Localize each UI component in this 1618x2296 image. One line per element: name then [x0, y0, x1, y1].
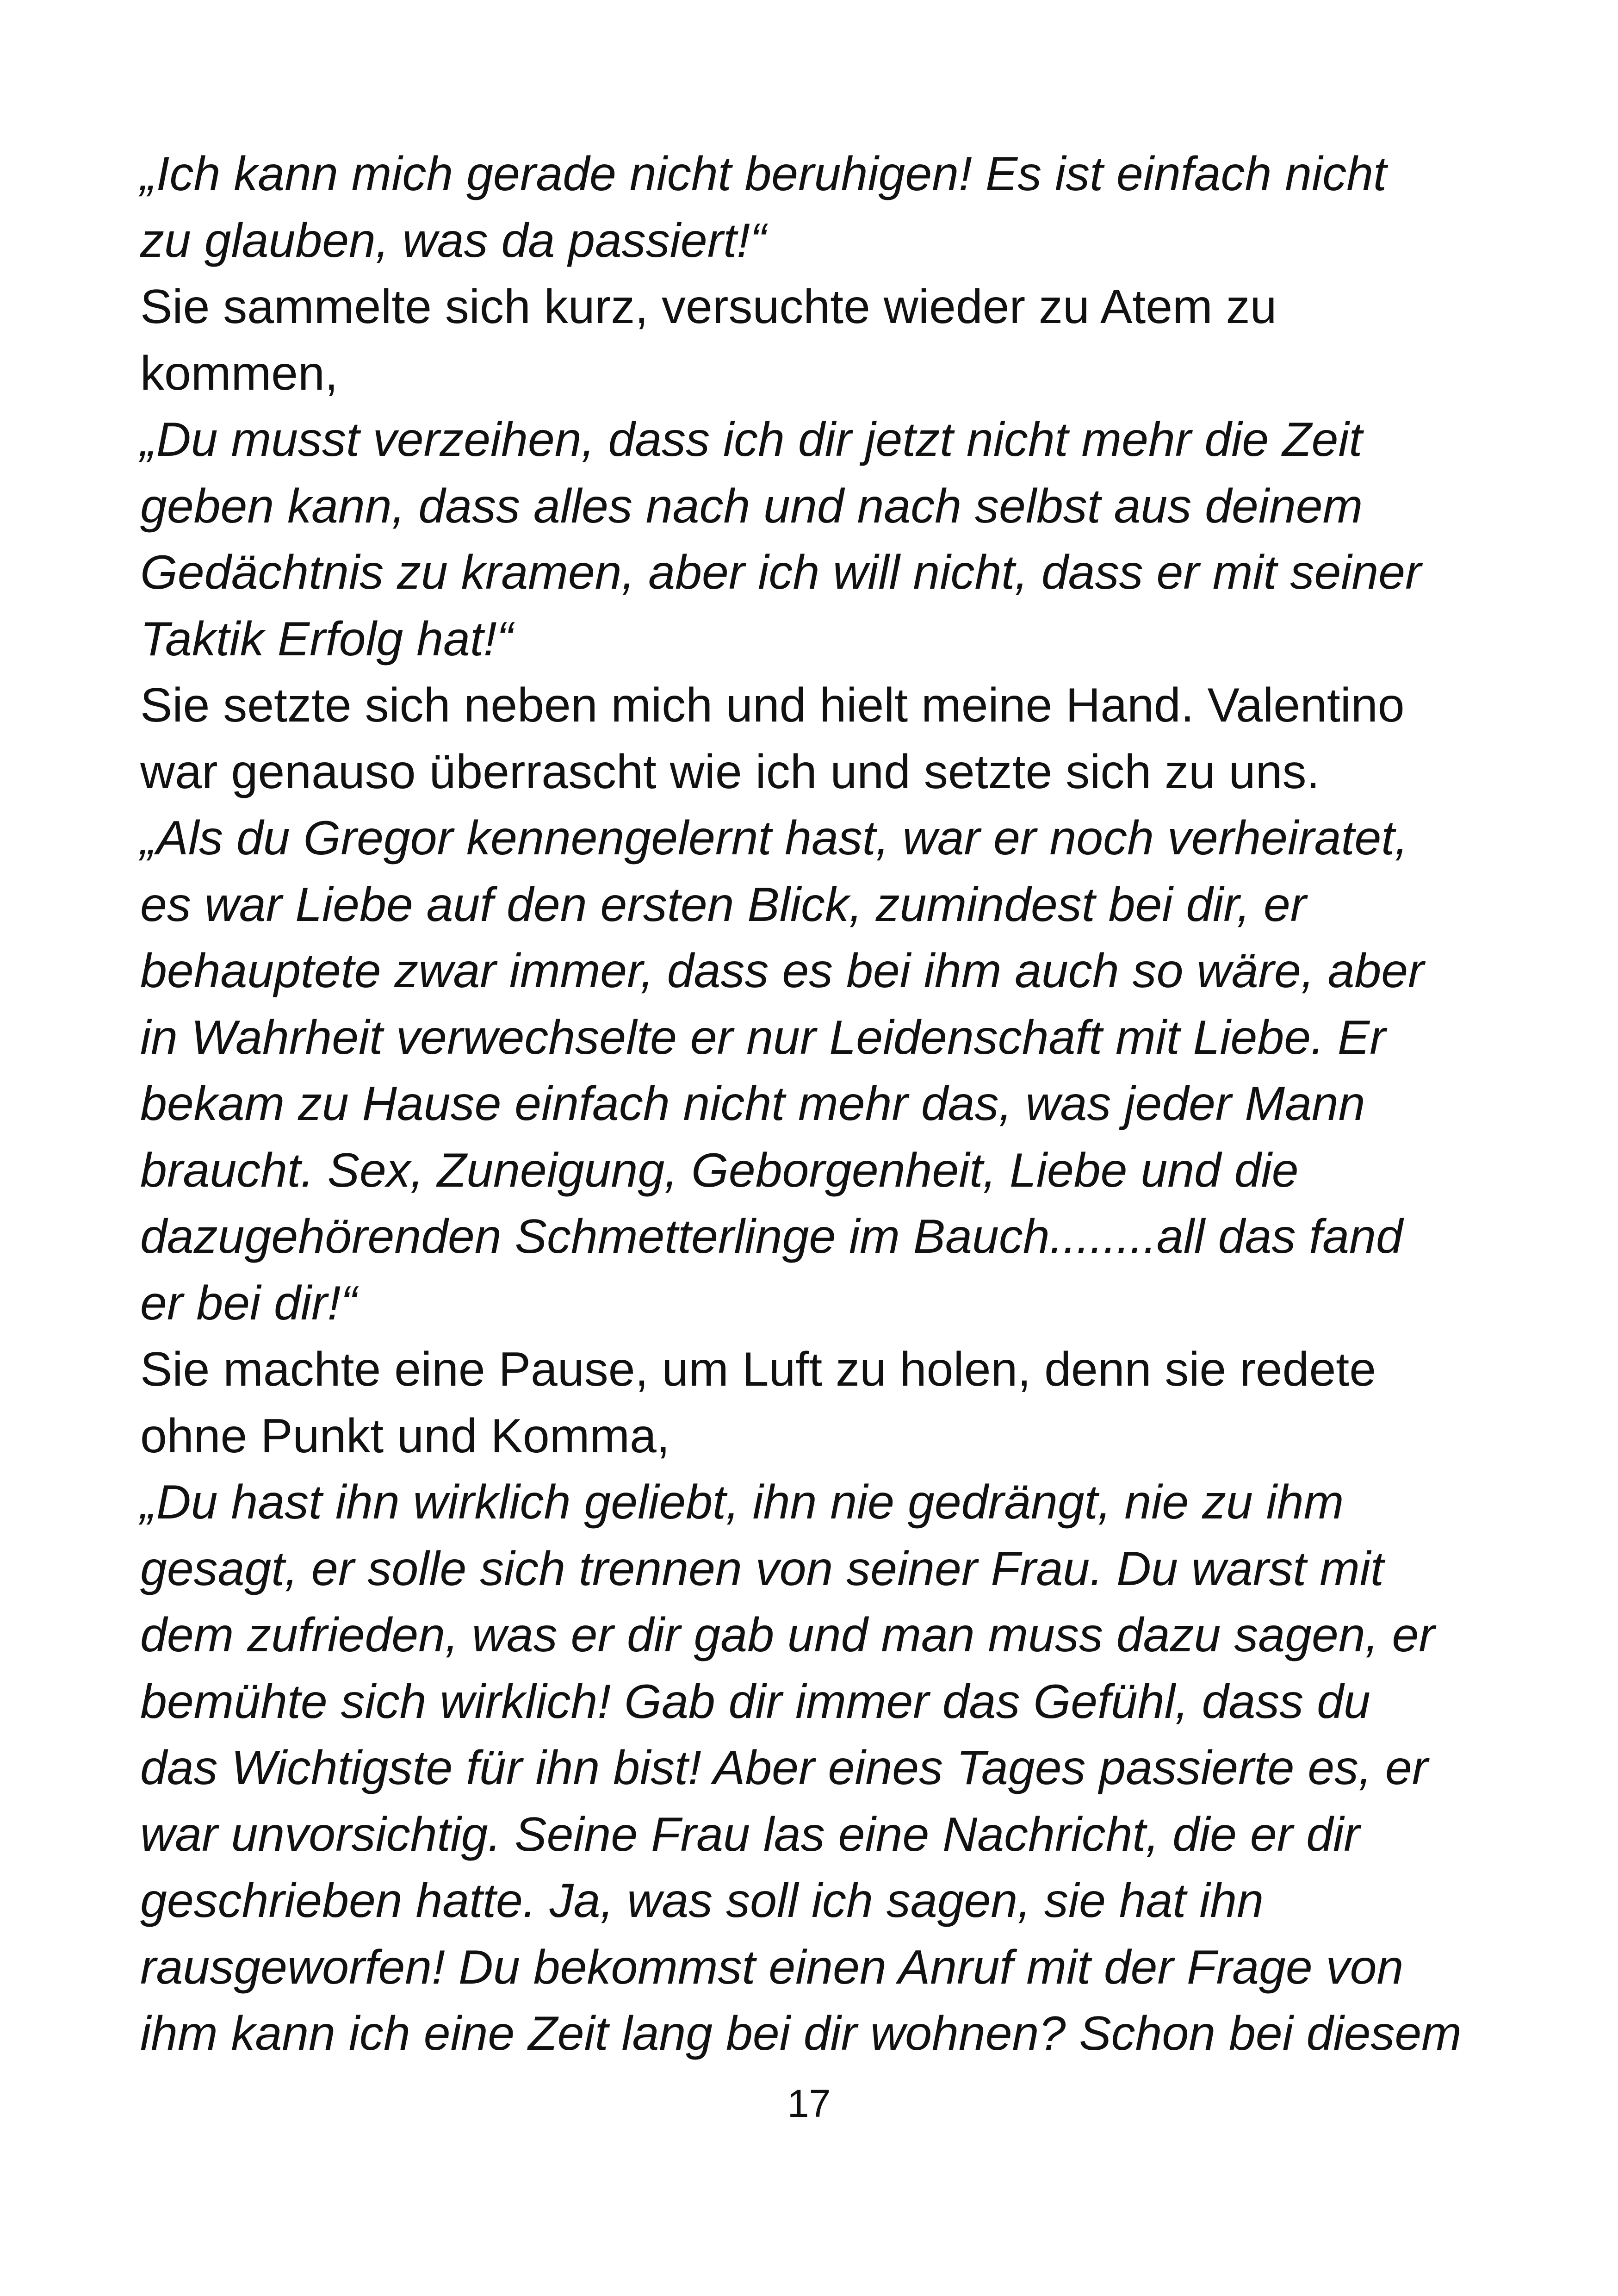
- text-line: braucht. Sex, Zuneigung, Geborgenheit, Liebe und die: [140, 1143, 1299, 1197]
- page-number: 17: [787, 2082, 831, 2125]
- text-line: Gedächtnis zu kramen, aber ich will nicht, dass er mit seiner: [140, 546, 1421, 599]
- text-line: dazugehörenden Schmetterlinge im Bauch........all das fand: [140, 1210, 1403, 1263]
- text-line: es war Liebe auf den ersten Blick, zumindest bei dir, er: [140, 877, 1307, 932]
- text-line: kommen,: [140, 346, 338, 400]
- text-line: geschrieben hatte. Ja, was soll ich sagen, sie hat ihn: [140, 1874, 1264, 1928]
- text-line: Sie machte eine Pause, um Luft zu holen, denn sie redete: [140, 1343, 1376, 1396]
- text-line: Taktik Erfolg hat!“: [140, 612, 513, 666]
- text-line: geben kann, dass alles nach und nach selbst aus deinem: [140, 479, 1363, 533]
- text-line: bemühte sich wirklich! Gab dir immer das Gefühl, dass du: [140, 1674, 1370, 1729]
- text-line: Sie setzte sich neben mich und hielt meine Hand. Valentino: [140, 678, 1405, 732]
- text-line: war unvorsichtig. Seine Frau las eine Nachricht, die er dir: [140, 1807, 1360, 1861]
- text-line: war genauso überrascht wie ich und setzte sich zu uns.: [140, 745, 1320, 799]
- text-line: „Als du Gregor kennengelernt hast, war er noch verheiratet,: [140, 811, 1408, 865]
- text-line: bekam zu Hause einfach nicht mehr das, was jeder Mann: [140, 1077, 1365, 1131]
- text-line: das Wichtigste für ihn bist! Aber eines Tages passierte es, er: [140, 1741, 1428, 1795]
- body-text: [140, 141, 1528, 2067]
- text-line: rausgeworfen! Du bekommst einen Anruf mit der Frage von: [140, 1940, 1404, 1994]
- text-line: dem zufrieden, was er dir gab und man muss dazu sagen, er: [140, 1608, 1435, 1662]
- text-line: ihm kann ich eine Zeit lang bei dir wohnen? Schon bei diesem: [140, 2007, 1462, 2060]
- text-line: er bei dir!“: [140, 1276, 357, 1330]
- text-line: ohne Punkt und Komma,: [140, 1409, 670, 1463]
- text-line: behauptete zwar immer, dass es bei ihm auch so wäre, aber: [140, 944, 1424, 998]
- text-line: in Wahrheit verwechselte er nur Leidenschaft mit Liebe. Er: [140, 1010, 1386, 1064]
- text-line: zu glauben, was da passiert!“: [140, 213, 766, 268]
- text-line: „Du hast ihn wirklich geliebt, ihn nie gedrängt, nie zu ihm: [140, 1475, 1344, 1529]
- text-line: „Du musst verzeihen, dass ich dir jetzt nicht mehr die Zeit: [140, 413, 1363, 467]
- text-line: gesagt, er solle sich trennen von seiner Frau. Du warst mit: [140, 1542, 1384, 1596]
- text-line: Sie sammelte sich kurz, versuchte wieder zu Atem zu: [140, 280, 1277, 334]
- text-line: „Ich kann mich gerade nicht beruhigen! Es ist einfach nicht: [140, 147, 1387, 201]
